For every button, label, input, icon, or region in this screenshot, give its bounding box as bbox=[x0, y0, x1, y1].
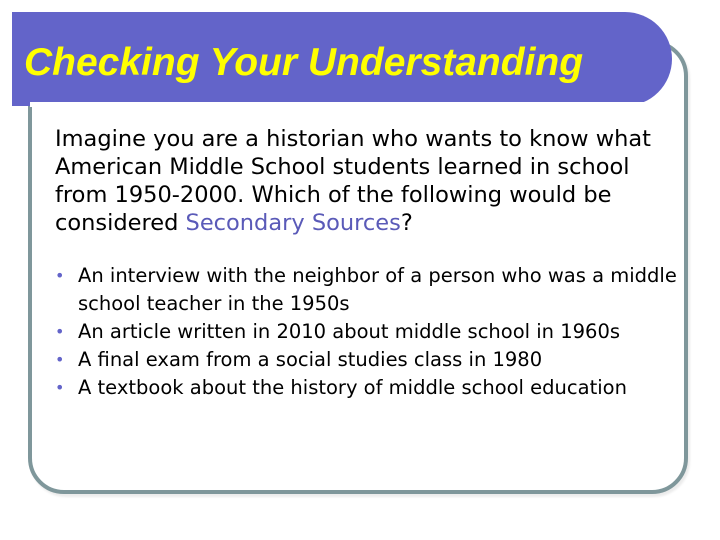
bullet-icon: • bbox=[55, 378, 65, 397]
answer-option-text: A final exam from a social studies class in 1980 bbox=[78, 348, 543, 371]
question-lead: Imagine you are a historian who wants to know what American Middle School students learned in school from 1950-2000. Which of the following would be considered bbox=[55, 126, 651, 236]
answer-option-text: An article written in 2010 about middle school in 1960s bbox=[78, 320, 621, 343]
bullet-icon: • bbox=[55, 322, 65, 341]
answer-option-text: A textbook about the history of middle school education bbox=[78, 376, 627, 399]
answer-option bbox=[55, 374, 680, 402]
answer-option bbox=[55, 318, 680, 346]
answer-option bbox=[55, 262, 680, 318]
title-underline bbox=[30, 102, 650, 107]
secondary-sources-highlight: Secondary Sources bbox=[185, 210, 401, 236]
answer-options-list bbox=[55, 262, 680, 402]
question-mark: ? bbox=[400, 210, 413, 236]
question-text bbox=[55, 125, 675, 237]
slide-title: Checking Your Understanding bbox=[24, 41, 584, 84]
answer-option-text: An interview with the neighbor of a person who was a middle school teacher in the 1950s bbox=[78, 264, 677, 315]
bullet-icon: • bbox=[55, 266, 65, 285]
answer-option bbox=[55, 346, 680, 374]
bullet-icon: • bbox=[55, 350, 65, 369]
